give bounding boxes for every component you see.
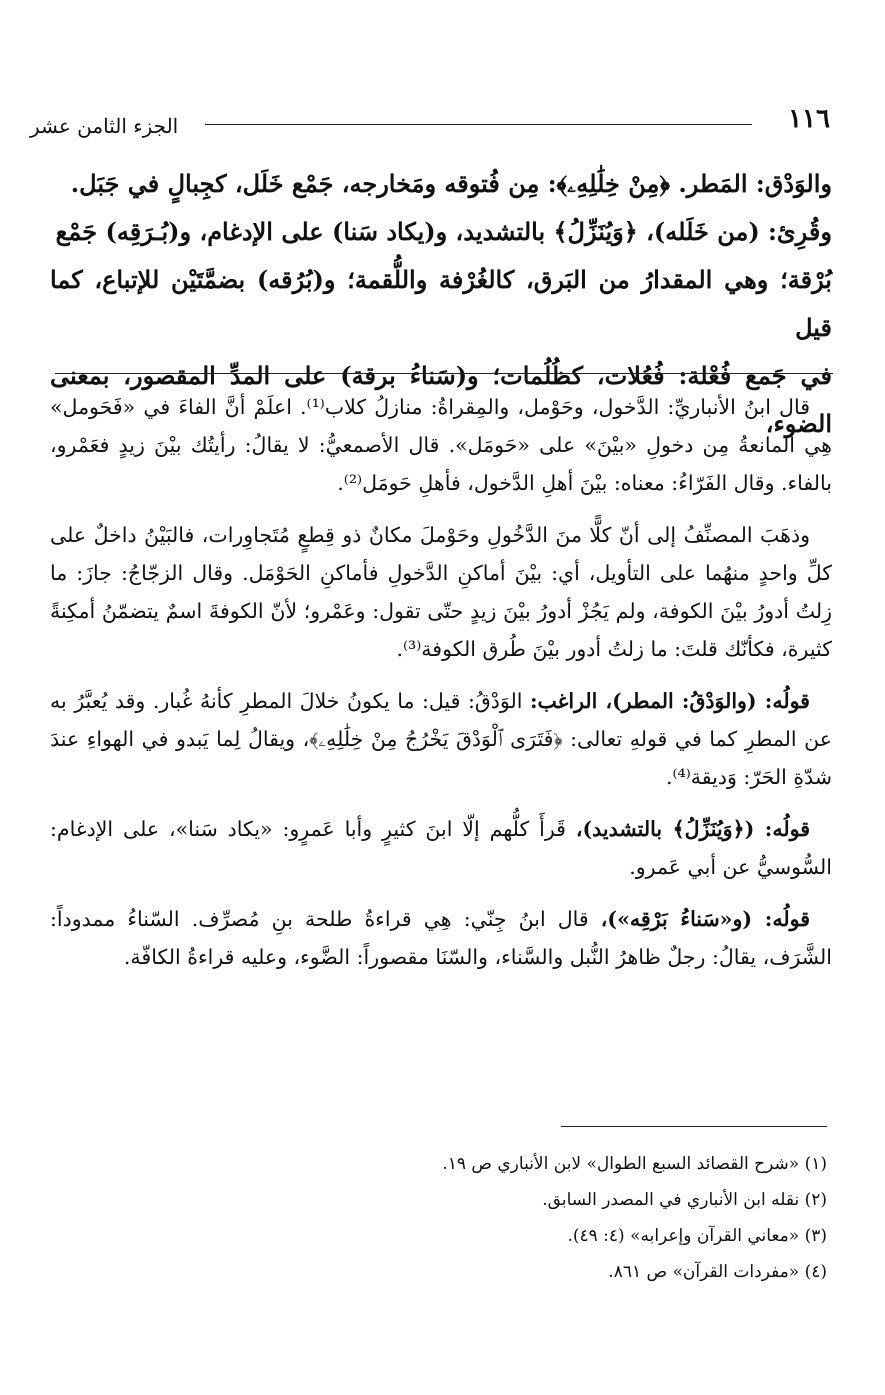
page-header (30, 102, 830, 142)
commentary-text: قَرأَ كلُّهم إلّا ابنَ كثيرٍ وأبا عَمرٍو: «يكاد سَنا»، على الإدغام: السُّوسيُّ عن أبي عَمرو. (50, 817, 832, 879)
commentary-lemma: قولُه: (﴿وَيُنَزِّلُ﴾ بالتشديد)، (575, 817, 810, 841)
main-line: في جَمع فُعْلة: فُعُلات، كظُلُمات؛ و(سَناءُ برقة) على المدِّ المقصور، بمعنى الضوء، (50, 361, 832, 438)
main-line: والوَدْق: المَطر. ﴿مِنْ خِلَٰلِهِۦ﴾: مِن فُتوقه ومَخارجه، جَمْع خَلَل، كجِبالٍ في جَبَل. (70, 169, 832, 198)
footnotes (87, 1146, 827, 1290)
commentary-paragraph (50, 900, 832, 976)
commentary-text: وذهَبَ المصنِّفُ إلى أنّ كلًّا منَ الدَّخُولِ وحَوْملَ مكانٌ ذو قِطعٍ مُتَجاوِرات، فالبَيْنُ داخلٌ على كلِّ واحدٍ منهُما على التأويل، أي: بيْنَ أماكنِ الدَّخولِ فأماكنِ الحَوْمَل. وقال الزجّاجُ: جازَ: ما زِلتُ أدورُ بيْنَ الكوفة، ولم يَجُزْ أدورُ بيْنَ زيدٍ حتّى تقول: وعَمْرو؛ لأنّ الكوفةَ اسمٌ يتضمّنُ أمكِنةً كثيرة، فكأنّك قلتَ: ما زلتُ أدور بيْنَ طُرق الكوفة⁽³⁾. (50, 523, 832, 661)
page-number: ١١٦ (788, 104, 830, 134)
footnote: (٢) نقله ابن الأنباري في المصدر السابق. (542, 1190, 827, 1210)
main-line: وقُرِئ: (من خَلَله)، ﴿وَيُنَزِّلُ﴾ بالتشديد، و(يكاد سَنا) على الإدغام، و(بُـرَقِه) جَمْع (55, 217, 832, 246)
commentary (50, 388, 832, 990)
commentary-text: قال ابنُ الأنباريِّ: الدَّخول، وحَوْمل، والمِقراةُ: منازلُ كلاب⁽¹⁾. اعلَمْ أنَّ الفاءَ في «فَحَومل» هِي المانعةُ مِن دخولِ «بيْنَ» على «حَومَل». قال الأصمعيُّ: لا يقالُ: رأيتُك بيْنَ زيدٍ فعَمْرو، بالفاء. وقال الفَرّاءُ: معناه: بيْنَ أهلِ الدَّخول، فأهلِ حَومَل⁽²⁾. (50, 395, 832, 495)
commentary-paragraph (50, 810, 832, 886)
commentary-paragraph (50, 388, 832, 502)
commentary-text: قال ابنُ جِنّي: هِي قراءةُ طلحة بنِ مُصرِّف. السّناءُ ممدوداً: الشَّرَف، يقالُ: رجلٌ ظاهرُ النُّبل والسَّناء، والسّنَا مقصوراً: الضَّوء، وعليه قراءةُ الكافّة. (50, 907, 832, 969)
main-line: بُرْقة؛ وهي المقدارُ من البَرق، كالغُرْفة واللُّقمة؛ و(بُرُقه) بضمَّتَيْن للإتباع، كما قيل (50, 265, 832, 342)
main-divider (55, 373, 833, 374)
footnote-divider (561, 1126, 827, 1127)
commentary-lemma: قولُه: (والوَدْقُ: المطر)، الراغب: (529, 689, 810, 713)
commentary-text: الوَدْقُ: قيل: ما يكونُ خلالَ المطرِ كأنهُ غُبار. وقد يُعبَّرُ به عن المطرِ كما في قولهِ تعالى: ﴿فَتَرَى ٱلْوَدْقَ يَخْرُجُ مِنْ خِلَٰلِهِۦ﴾، ويقالُ لِما يَبدو في الهواءِ عندَ شدّةِ الحَرّ: وَديقة⁽⁴⁾. (50, 689, 832, 789)
running-title: الجزء الثامن عشر (30, 114, 179, 138)
commentary-lemma: قولُه: (و«سَناءُ بَرْقِه»)، (600, 907, 810, 931)
commentary-paragraph (50, 516, 832, 668)
footnote: (١) «شرح القصائد السبع الطوال» لابن الأنباري ص ١٩. (442, 1154, 827, 1174)
header-rule (205, 124, 752, 125)
commentary-paragraph (50, 682, 832, 796)
footnote: (٤) «مفردات القرآن» ص ٨٦١. (608, 1262, 827, 1282)
footnote: (٣) «معاني القرآن وإعرابه» (٤: ٤٩). (567, 1226, 827, 1246)
